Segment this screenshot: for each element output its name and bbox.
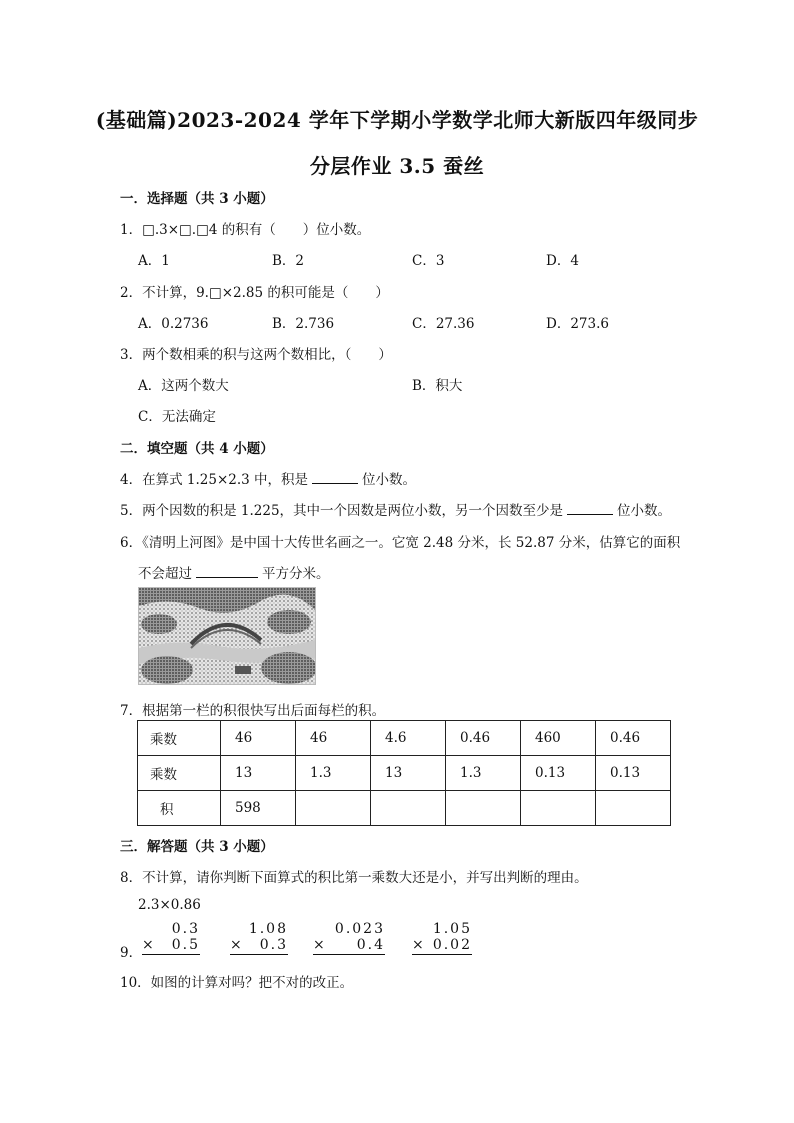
multiplier-row xyxy=(230,937,288,953)
qingming-painting-image xyxy=(138,587,316,685)
q3-option-c: C．无法确定 xyxy=(138,409,216,425)
multiplicand: 1.05 xyxy=(432,921,472,937)
multiplier: 0.02 xyxy=(432,937,472,953)
result-line xyxy=(142,954,200,955)
section-heading-solve: 三．解答题（共 3 小题） xyxy=(120,839,274,855)
vertical-multiplication-2 xyxy=(230,921,288,955)
table-cell: 积 xyxy=(138,791,221,826)
multiplicand: 1.08 xyxy=(248,921,288,937)
times-sign: × xyxy=(142,937,156,953)
question-7-stem: 7．根据第一栏的积很快写出后面每栏的积。 xyxy=(120,703,386,719)
multiplier: 0.4 xyxy=(356,937,385,953)
result-line xyxy=(313,954,385,955)
vertical-multiplication-3 xyxy=(313,921,385,955)
section-heading-fill: 二．填空题（共 4 小题） xyxy=(120,441,274,457)
table-cell: 46 xyxy=(221,721,296,756)
question-8-stem: 8．不计算，请你判断下面算式的积比第一乘数大还是小，并写出判断的理由。 xyxy=(120,870,588,886)
vertical-multiplication-1 xyxy=(142,921,200,955)
document-title-line-2: 分层作业 3.5 蚕丝 xyxy=(309,154,485,178)
q3-option-b: B．积大 xyxy=(412,378,463,394)
table-cell: 乘数 xyxy=(138,756,221,791)
q1-option-c: C．3 xyxy=(412,253,445,269)
table-row xyxy=(138,756,671,791)
multiplier-row xyxy=(412,937,472,953)
q5-text-after: 位小数。 xyxy=(617,503,672,519)
q6-text-after: 平方分米。 xyxy=(262,566,330,582)
times-sign: × xyxy=(313,937,327,953)
multiplicand: 0.3 xyxy=(171,921,200,937)
question-5 xyxy=(120,499,671,519)
section-heading-choice: 一．选择题（共 3 小题） xyxy=(120,191,274,207)
product-table xyxy=(137,720,671,826)
question-6-line-1: 6．《清明上河图》是中国十大传世名画之一。它宽 2.48 分米，长 52.87 分米，估算它的面积 xyxy=(120,535,681,551)
table-cell: 598 xyxy=(221,791,296,826)
q4-text-before: 4．在算式 1.25×2.3 中，积是 xyxy=(120,472,309,488)
q6-answer-blank[interactable] xyxy=(196,565,258,578)
q5-answer-blank[interactable] xyxy=(567,502,613,515)
question-3-stem: 3．两个数相乘的积与这两个数相比，（ ） xyxy=(120,347,392,363)
answer-cell[interactable] xyxy=(521,791,596,826)
q2-option-b: B．2.736 xyxy=(272,316,335,332)
q2-option-d: D．273.6 xyxy=(546,316,609,332)
q4-text-after: 位小数。 xyxy=(362,472,417,488)
question-2-stem: 2．不计算，9.□×2.85 的积可能是（ ） xyxy=(120,285,389,301)
table-cell: 1.3 xyxy=(296,756,371,791)
multiplicand: 0.023 xyxy=(334,921,385,937)
table-cell: 1.3 xyxy=(446,756,521,791)
table-cell: 乘数 xyxy=(138,721,221,756)
answer-cell[interactable] xyxy=(446,791,521,826)
question-9-label: 9． xyxy=(120,945,143,961)
result-line xyxy=(412,954,472,955)
table-cell: 46 xyxy=(296,721,371,756)
document-title-line-1: (基础篇)2023-2024 学年下学期小学数学北师大新版四年级同步 xyxy=(95,108,699,132)
table-cell: 460 xyxy=(521,721,596,756)
vertical-multiplication-4 xyxy=(412,921,472,955)
multiplier: 0.5 xyxy=(171,937,200,953)
q2-option-a: A．0.2736 xyxy=(138,316,209,332)
table-row xyxy=(138,721,671,756)
answer-cell[interactable] xyxy=(296,791,371,826)
table-cell: 0.13 xyxy=(521,756,596,791)
times-sign: × xyxy=(412,937,426,953)
q6-text-before: 不会超过 xyxy=(138,566,192,582)
question-10-stem: 10．如图的计算对吗？把不对的改正。 xyxy=(120,975,354,991)
table-cell: 0.46 xyxy=(446,721,521,756)
q3-option-a: A．这两个数大 xyxy=(138,378,229,394)
table-cell: 13 xyxy=(371,756,446,791)
table-cell: 13 xyxy=(221,756,296,791)
q5-text-before: 5．两个因数的积是 1.225，其中一个因数是两位小数，另一个因数至少是 xyxy=(120,503,564,519)
table-row xyxy=(138,791,671,826)
q1-option-d: D．4 xyxy=(546,253,579,269)
question-4 xyxy=(120,468,416,488)
result-line xyxy=(230,954,288,955)
multiplier-row xyxy=(313,937,385,953)
q4-answer-blank[interactable] xyxy=(312,471,358,484)
question-8-expression: 2.3×0.86 xyxy=(138,897,201,913)
q1-option-a: A．1 xyxy=(138,253,170,269)
answer-cell[interactable] xyxy=(371,791,446,826)
question-1-stem: 1．□.3×□.□4 的积有（ ）位小数。 xyxy=(120,222,371,238)
painting-illustration xyxy=(139,588,315,684)
multiplier-row xyxy=(142,937,200,953)
q1-option-b: B．2 xyxy=(272,253,305,269)
q2-option-c: C．27.36 xyxy=(412,316,475,332)
answer-cell[interactable] xyxy=(596,791,671,826)
table-cell: 0.13 xyxy=(596,756,671,791)
times-sign: × xyxy=(230,937,244,953)
question-6-line-2 xyxy=(138,562,330,582)
table-cell: 0.46 xyxy=(596,721,671,756)
table-cell: 4.6 xyxy=(371,721,446,756)
multiplier: 0.3 xyxy=(259,937,288,953)
